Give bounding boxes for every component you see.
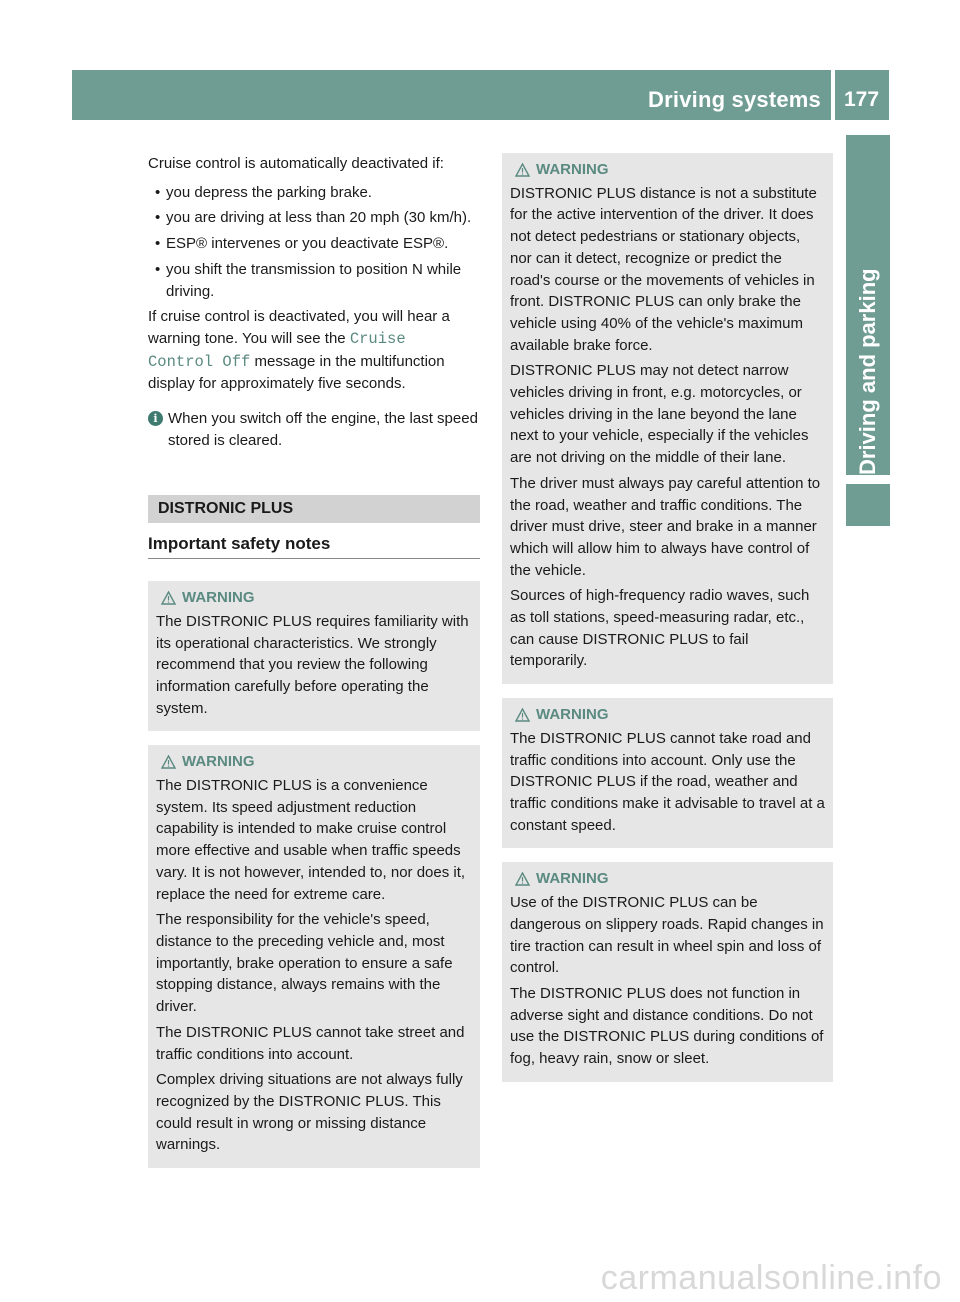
info-note <box>148 408 480 451</box>
warning-box <box>502 153 833 684</box>
warning-header: WARNING <box>161 751 472 773</box>
display-message-code: Cruise Control Off <box>148 329 406 371</box>
chapter-tab-label: Driving and parking <box>855 268 880 475</box>
warning-text: The DISTRONIC PLUS cannot take street and traffic conditions into account. <box>156 1023 465 1063</box>
warning-header: WARNING <box>161 587 472 609</box>
warning-box <box>148 581 480 731</box>
warning-triangle-icon <box>161 755 176 769</box>
warning-text: The DISTRONIC PLUS requires familiarity with its operational characteristics. We strongly recommend that you review the following information carefully before operating the system. <box>156 612 469 717</box>
warning-text: The DISTRONIC PLUS cannot take road and traffic conditions into account. Only use the DISTRONIC PLUS if the road, weather and traffic conditions make it advisable to travel at a constant speed. <box>510 729 825 834</box>
warning-header: WARNING <box>515 704 825 726</box>
list-item: • you shift the transmission to position N while driving. <box>155 260 462 300</box>
list-item: • you are driving at less than 20 mph (30 km/h). <box>155 209 472 227</box>
info-icon: i <box>148 411 163 426</box>
warning-text: The responsibility for the vehicle's speed, distance to the preceding vehicle and, most importantly, brake operation to ensure a safe stopping distance, always remains with the driver. <box>156 911 453 1016</box>
warning-box <box>148 745 480 1168</box>
warning-triangle-icon <box>161 591 176 605</box>
warning-text: Use of the DISTRONIC PLUS can be dangerous on slippery roads. Rapid changes in tire traction can result in wheel spin and loss of control. <box>510 894 824 977</box>
page-number: 177 <box>844 88 880 111</box>
chapter-tab-marker <box>846 484 890 526</box>
warning-header: WARNING <box>515 868 825 890</box>
warning-text: Sources of high-frequency radio waves, such as toll stations, speed-measuring radar, etc., can cause DISTRONIC PLUS to fail temporarily. <box>510 587 810 670</box>
page-section-title: Driving systems <box>648 87 821 112</box>
right-column <box>502 153 833 1082</box>
list-item: • you depress the parking brake. <box>155 183 372 201</box>
watermark: carmanualsonline.info <box>600 1259 942 1297</box>
warning-text: DISTRONIC PLUS distance is not a substitute for the active intervention of the driver. It does not detect pedestrians or stationary objects, nor can it detect, recognize or predict the road's course or the movements of vehicles in front. DISTRONIC PLUS can only brake the vehicle using 40% of the vehicle's maximum available brake force. <box>510 184 817 354</box>
warning-header: WARNING <box>515 159 825 181</box>
subsection-heading: Important safety notes <box>148 533 480 559</box>
intro-text: Cruise control is automatically deactivated if: <box>148 155 444 172</box>
warning-box <box>502 862 833 1081</box>
warning-triangle-icon <box>515 163 530 177</box>
section-title: DISTRONIC PLUS <box>148 495 480 523</box>
warning-triangle-icon <box>515 872 530 886</box>
warning-text: The driver must always pay careful attention to the road, weather and traffic conditions. The driver must drive, steer and brake in a manner which will allow him to always have control of the vehicle. <box>510 474 821 579</box>
header-divider <box>831 70 835 120</box>
deactivation-text: If cruise control is deactivated, you will hear a warning tone. You will see the Cruise Control Off message in the multifunction display for approximately five seconds. <box>148 308 450 393</box>
warning-triangle-icon <box>515 708 530 722</box>
warning-text: DISTRONIC PLUS may not detect narrow vehicles driving in front, e.g. motorcycles, or vehicles driving in the lane beyond the lane next to your vehicle, especially if the vehicles are not driving on the middle of their lane. <box>510 362 809 467</box>
list-item: • ESP® intervenes or you deactivate ESP®. <box>155 235 449 253</box>
info-note-text: When you switch off the engine, the last speed stored is cleared. <box>168 410 478 449</box>
left-column <box>148 153 480 1168</box>
warning-text: The DISTRONIC PLUS does not function in adverse sight and distance conditions. Do not use the DISTRONIC PLUS during conditions of fog, heavy rain, snow or sleet. <box>510 984 824 1068</box>
warning-box <box>502 698 833 848</box>
warning-text: The DISTRONIC PLUS is a convenience system. Its speed adjustment reduction capability is intended to make cruise control more effective and usable when traffic speeds vary. It is not however, intended to, nor does it, replace the need for extreme care. <box>156 777 466 903</box>
warning-text: Complex driving situations are not always fully recognized by the DISTRONIC PLUS. This could result in wrong or missing distance warnings. <box>156 1071 463 1154</box>
